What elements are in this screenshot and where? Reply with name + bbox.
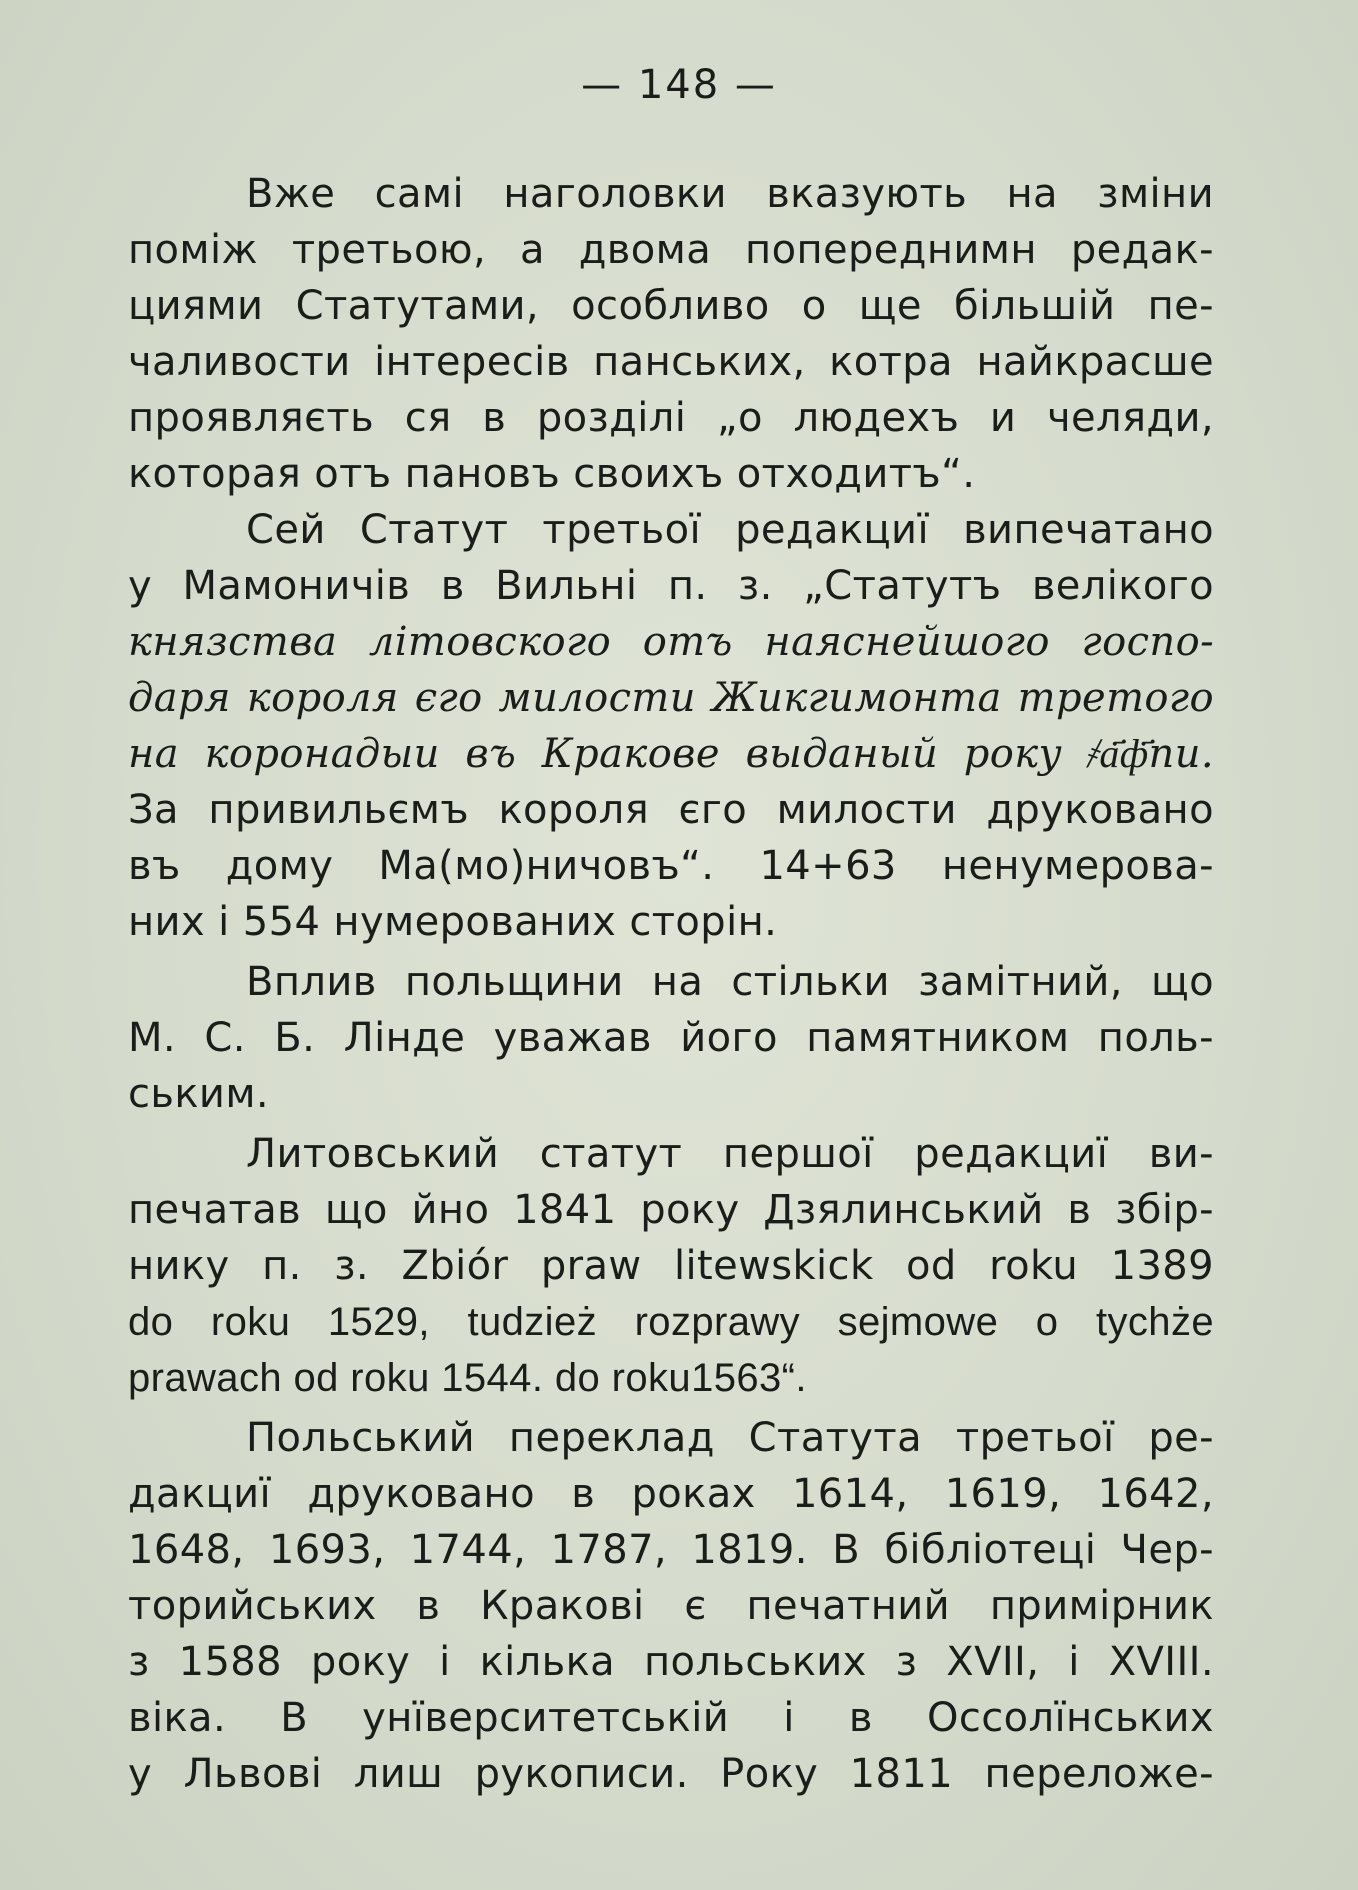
text-line: ським. [128, 1071, 270, 1117]
text-line: За привильємъ короля єго милости друковано [128, 787, 1214, 833]
text-line: чаливости інтересів панських, котра найкрасше [128, 339, 1214, 385]
text-line: въ дому Ма(мо)ничовъ“. 14+63 ненумерова- [128, 843, 1214, 889]
text-line: prawach od roku 1544. do roku1563“. [128, 1356, 807, 1400]
text-line: з 1588 року і кілька польських з XVII, і XVIII. [128, 1639, 1214, 1685]
text-line: віка. В унїверситетській і в Оссолїнських [128, 1695, 1214, 1741]
text-line: у Львові лиш рукописи. Року 1811 переложе- [128, 1751, 1214, 1797]
text-line: них і 554 нумерованих сторін. [128, 899, 778, 945]
text-line: торийських в Кракові є печатний примірник [128, 1583, 1214, 1629]
text-line: 1648, 1693, 1744, 1787, 1819. В бібліотеці Чер- [128, 1527, 1214, 1573]
text-line: князства літовского отъ наяснейшого госпо- [128, 619, 1214, 665]
text-line: Сей Статут третьої редакциї випечатано [246, 507, 1214, 553]
body-text [128, 166, 1214, 1802]
text-line: дакциї друковано в роках 1614, 1619, 1642, [128, 1471, 1214, 1517]
text-line: Польський переклад Статута третьої ре- [246, 1415, 1214, 1461]
text-line: поміж третьою, а двома попереднимн редак- [128, 227, 1214, 273]
text-line: Вплив польщини на стільки замітний, що [246, 959, 1214, 1005]
text-line: которая отъ пановъ своихъ отходитъ“. [128, 451, 976, 497]
text-line: печатав що йно 1841 року Дзялинський в збір- [128, 1187, 1214, 1233]
text-line: Литовський статут першої редакциї ви- [246, 1131, 1214, 1177]
text-line: нику п. з. Zbiór praw litewskick od roku 1389 [128, 1243, 1214, 1289]
text-line: циями Статутами, особливо о ще більшій пе- [128, 283, 1214, 329]
text-line: даря короля єго милости Жикгимонта третого [128, 675, 1214, 721]
text-line: проявляєть ся в розділі „о людехъ и челяди, [128, 395, 1214, 441]
text-line: у Мамоничів в Вильні п. з. „Статутъ велікого [128, 563, 1214, 609]
text-line: М. С. Б. Лінде уважав його памятником поль- [128, 1015, 1214, 1061]
text-line: Вже самі наголовки вказують на зміни [246, 171, 1214, 217]
text-line: на коронадыи въ Кракове выданый року ҂а҃ф҃пи. [128, 731, 1214, 777]
text-line: do roku 1529, tudzież rozprawy sejmowe o tychże [128, 1300, 1214, 1344]
page-number: — 148 — [581, 62, 777, 108]
